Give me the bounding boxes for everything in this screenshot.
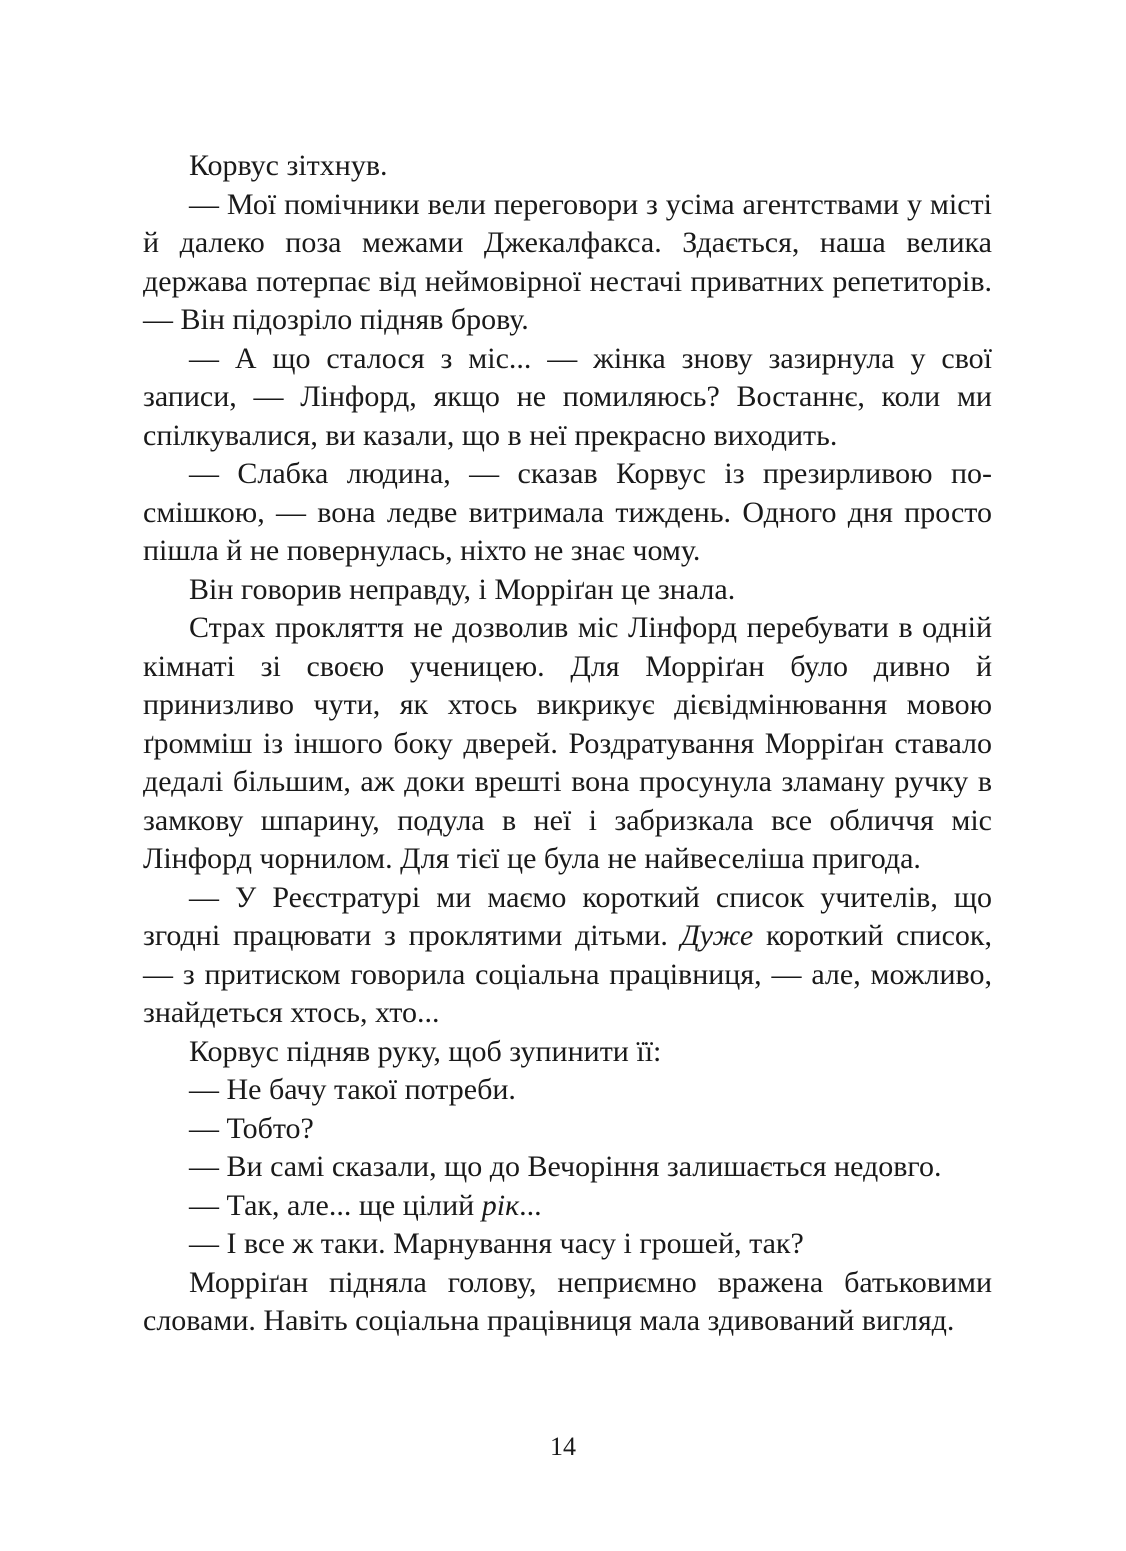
text-segment: Корвус підняв руку, щоб зупинити її: xyxy=(189,1034,662,1068)
text-segment: — Не бачу такої потреби. xyxy=(189,1073,516,1106)
text-segment: — Так, але... ще цілий xyxy=(189,1188,482,1222)
text-segment: Він говорив неправду, і Морріґан це знала. xyxy=(189,572,736,606)
paragraph xyxy=(143,571,992,610)
paragraph xyxy=(143,1110,992,1149)
text-segment: — І все ж таки. Марнування часу і грошей, так? xyxy=(189,1227,804,1260)
paragraph xyxy=(143,147,992,186)
text-segment: — Слабка людина, — сказав Корвус із презирливою посмішкою, — вона ледве витримала тиждень. Одного дня просто пішла й не повернулась, ніхто не знає чому. xyxy=(143,457,992,567)
text-segment: Страх прокляття не дозволив міс Лінфорд перебувати в одній кімнаті зі своєю ученицею. Для Морріґан було дивно й принизливо чути, як хтось викрикує дієвідмінювання мовою ґромміш із іншого боку дверей. Роздратування Морріґан ставало дедалі більшим, аж доки врешті вона просунула зламану ручку в замкову шпарину, подула в неї і забризкала все обличчя міс Лінфорд чорнилом. Для тієї це була не найвеселіша пригода. xyxy=(143,611,992,875)
text-segment: — Ви самі сказали, що до Вечоріння залишається недовго. xyxy=(189,1150,942,1183)
paragraph xyxy=(143,1033,992,1072)
paragraph xyxy=(143,609,992,879)
emphasis-text: Дуже xyxy=(680,919,754,952)
paragraph xyxy=(143,186,992,340)
text-segment: — Мої помічники вели переговори з усіма агентствами у місті й далеко поза межами Джекалфакса. Здається, наша велика держава потерпає від неймовірної нестачі приватних репетиторів. — Він підозріло підняв брову. xyxy=(143,187,992,336)
text-segment: — Тобто? xyxy=(189,1111,314,1145)
paragraph xyxy=(143,1264,992,1341)
page-number: 14 xyxy=(550,1432,576,1461)
text-segment: Морріґан підняла голову, неприємно вражена батьковими словами. Навіть соціальна працівниця мала здивований вигляд. xyxy=(143,1265,992,1337)
emphasis-text: рік xyxy=(481,1188,520,1222)
paragraph xyxy=(143,1071,992,1110)
page-body xyxy=(143,147,992,1341)
text-segment: короткий список, — з притиском говорила соціальна працівниця, — але, можливо, знайдеться хтось, хто... xyxy=(143,919,992,1029)
paragraph xyxy=(143,879,992,1033)
text-segment: Корвус зітхнув. xyxy=(189,149,388,182)
text-segment: — У Реєстратурі ми маємо короткий список учителів, що згодні працювати з проклятими дітьми. xyxy=(143,880,992,952)
paragraph xyxy=(143,1187,992,1226)
text-segment: — А що сталося з міс... — жінка знову зазирнула у свої записи, — Лінфорд, якщо не помиляюсь? Востаннє, коли ми спілкувалися, ви казали, що в неї прекрасно виходить. xyxy=(143,341,992,452)
paragraph xyxy=(143,340,992,456)
text-segment: ... xyxy=(519,1188,542,1222)
paragraph xyxy=(143,1225,992,1264)
paragraph xyxy=(143,1148,992,1187)
paragraph xyxy=(143,455,992,571)
